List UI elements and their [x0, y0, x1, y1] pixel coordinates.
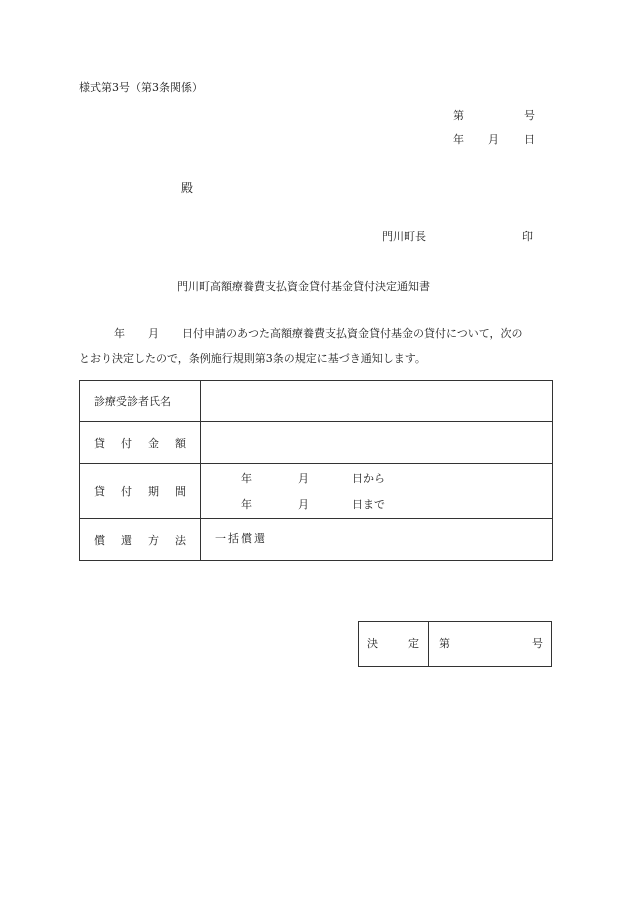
form-number: 様式第3号（第3条関係）: [79, 81, 203, 94]
patient-label-text: 診療受診者氏名: [94, 395, 171, 408]
decision-label-cell: [359, 622, 429, 666]
date-month: 月: [488, 133, 499, 146]
table-row-patient: [80, 381, 552, 421]
repayment-value: [201, 519, 552, 560]
decision-label-ketsu: 決: [367, 637, 378, 650]
repayment-label-char: 還: [121, 533, 132, 547]
decision-box: [358, 621, 552, 667]
decision-number-dai: 第: [439, 637, 450, 650]
date-year: 年: [453, 133, 464, 146]
loan-details-table: [79, 380, 553, 561]
period-to-month: 月: [298, 498, 309, 511]
patient-label: [80, 381, 201, 421]
amount-label-char: 金: [148, 436, 159, 450]
body-month: 月: [148, 327, 159, 340]
repayment-label-char: 方: [148, 533, 159, 547]
period-label-char: 付: [121, 485, 132, 498]
period-label-char: 間: [175, 485, 186, 498]
amount-value: [201, 422, 552, 463]
document-title: 門川町高額療養費支払資金貸付基金貸付決定通知書: [177, 280, 430, 293]
decision-label-tei: 定: [408, 637, 419, 650]
table-row-repayment: [80, 518, 552, 560]
amount-label-char: 額: [175, 436, 186, 450]
period-label-char: 貸: [94, 485, 105, 498]
body-line1: 日付申請のあつた高額療養費支払資金貸付基金の貸付について，次の: [182, 327, 523, 340]
period-value: [201, 464, 552, 518]
body-line2: とおり決定したので，条例施行規則第3条の規定に基づき通知します。: [79, 352, 426, 365]
table-row-amount: [80, 421, 552, 463]
amount-label-char: 付: [121, 436, 132, 450]
period-to-year: 年: [241, 498, 252, 511]
amount-label-char: 貸: [94, 436, 105, 450]
period-to-day: 日まで: [352, 498, 385, 511]
decision-number-go: 号: [532, 637, 543, 650]
repayment-label: [80, 519, 201, 560]
period-from-month: 月: [298, 472, 309, 485]
date-day: 日: [524, 133, 535, 146]
repayment-value-text: 一括償還: [215, 532, 267, 545]
table-row-period: [80, 463, 552, 518]
period-label-char: 期: [148, 485, 159, 498]
issuer-seal: 印: [522, 230, 533, 243]
decision-number-cell: [429, 622, 551, 666]
period-from-day: 日から: [352, 472, 385, 485]
repayment-label-char: 法: [175, 533, 186, 547]
period-label: [80, 464, 201, 518]
amount-label: [80, 422, 201, 463]
period-from-year: 年: [241, 472, 252, 485]
body-year: 年: [114, 327, 125, 340]
doc-number-dai: 第: [453, 109, 464, 122]
issuer-name: 門川町長: [382, 230, 426, 243]
addressee-honorific: 殿: [181, 181, 194, 195]
doc-number-go: 号: [524, 109, 535, 122]
patient-value: [201, 381, 552, 421]
repayment-label-char: 償: [94, 533, 105, 547]
